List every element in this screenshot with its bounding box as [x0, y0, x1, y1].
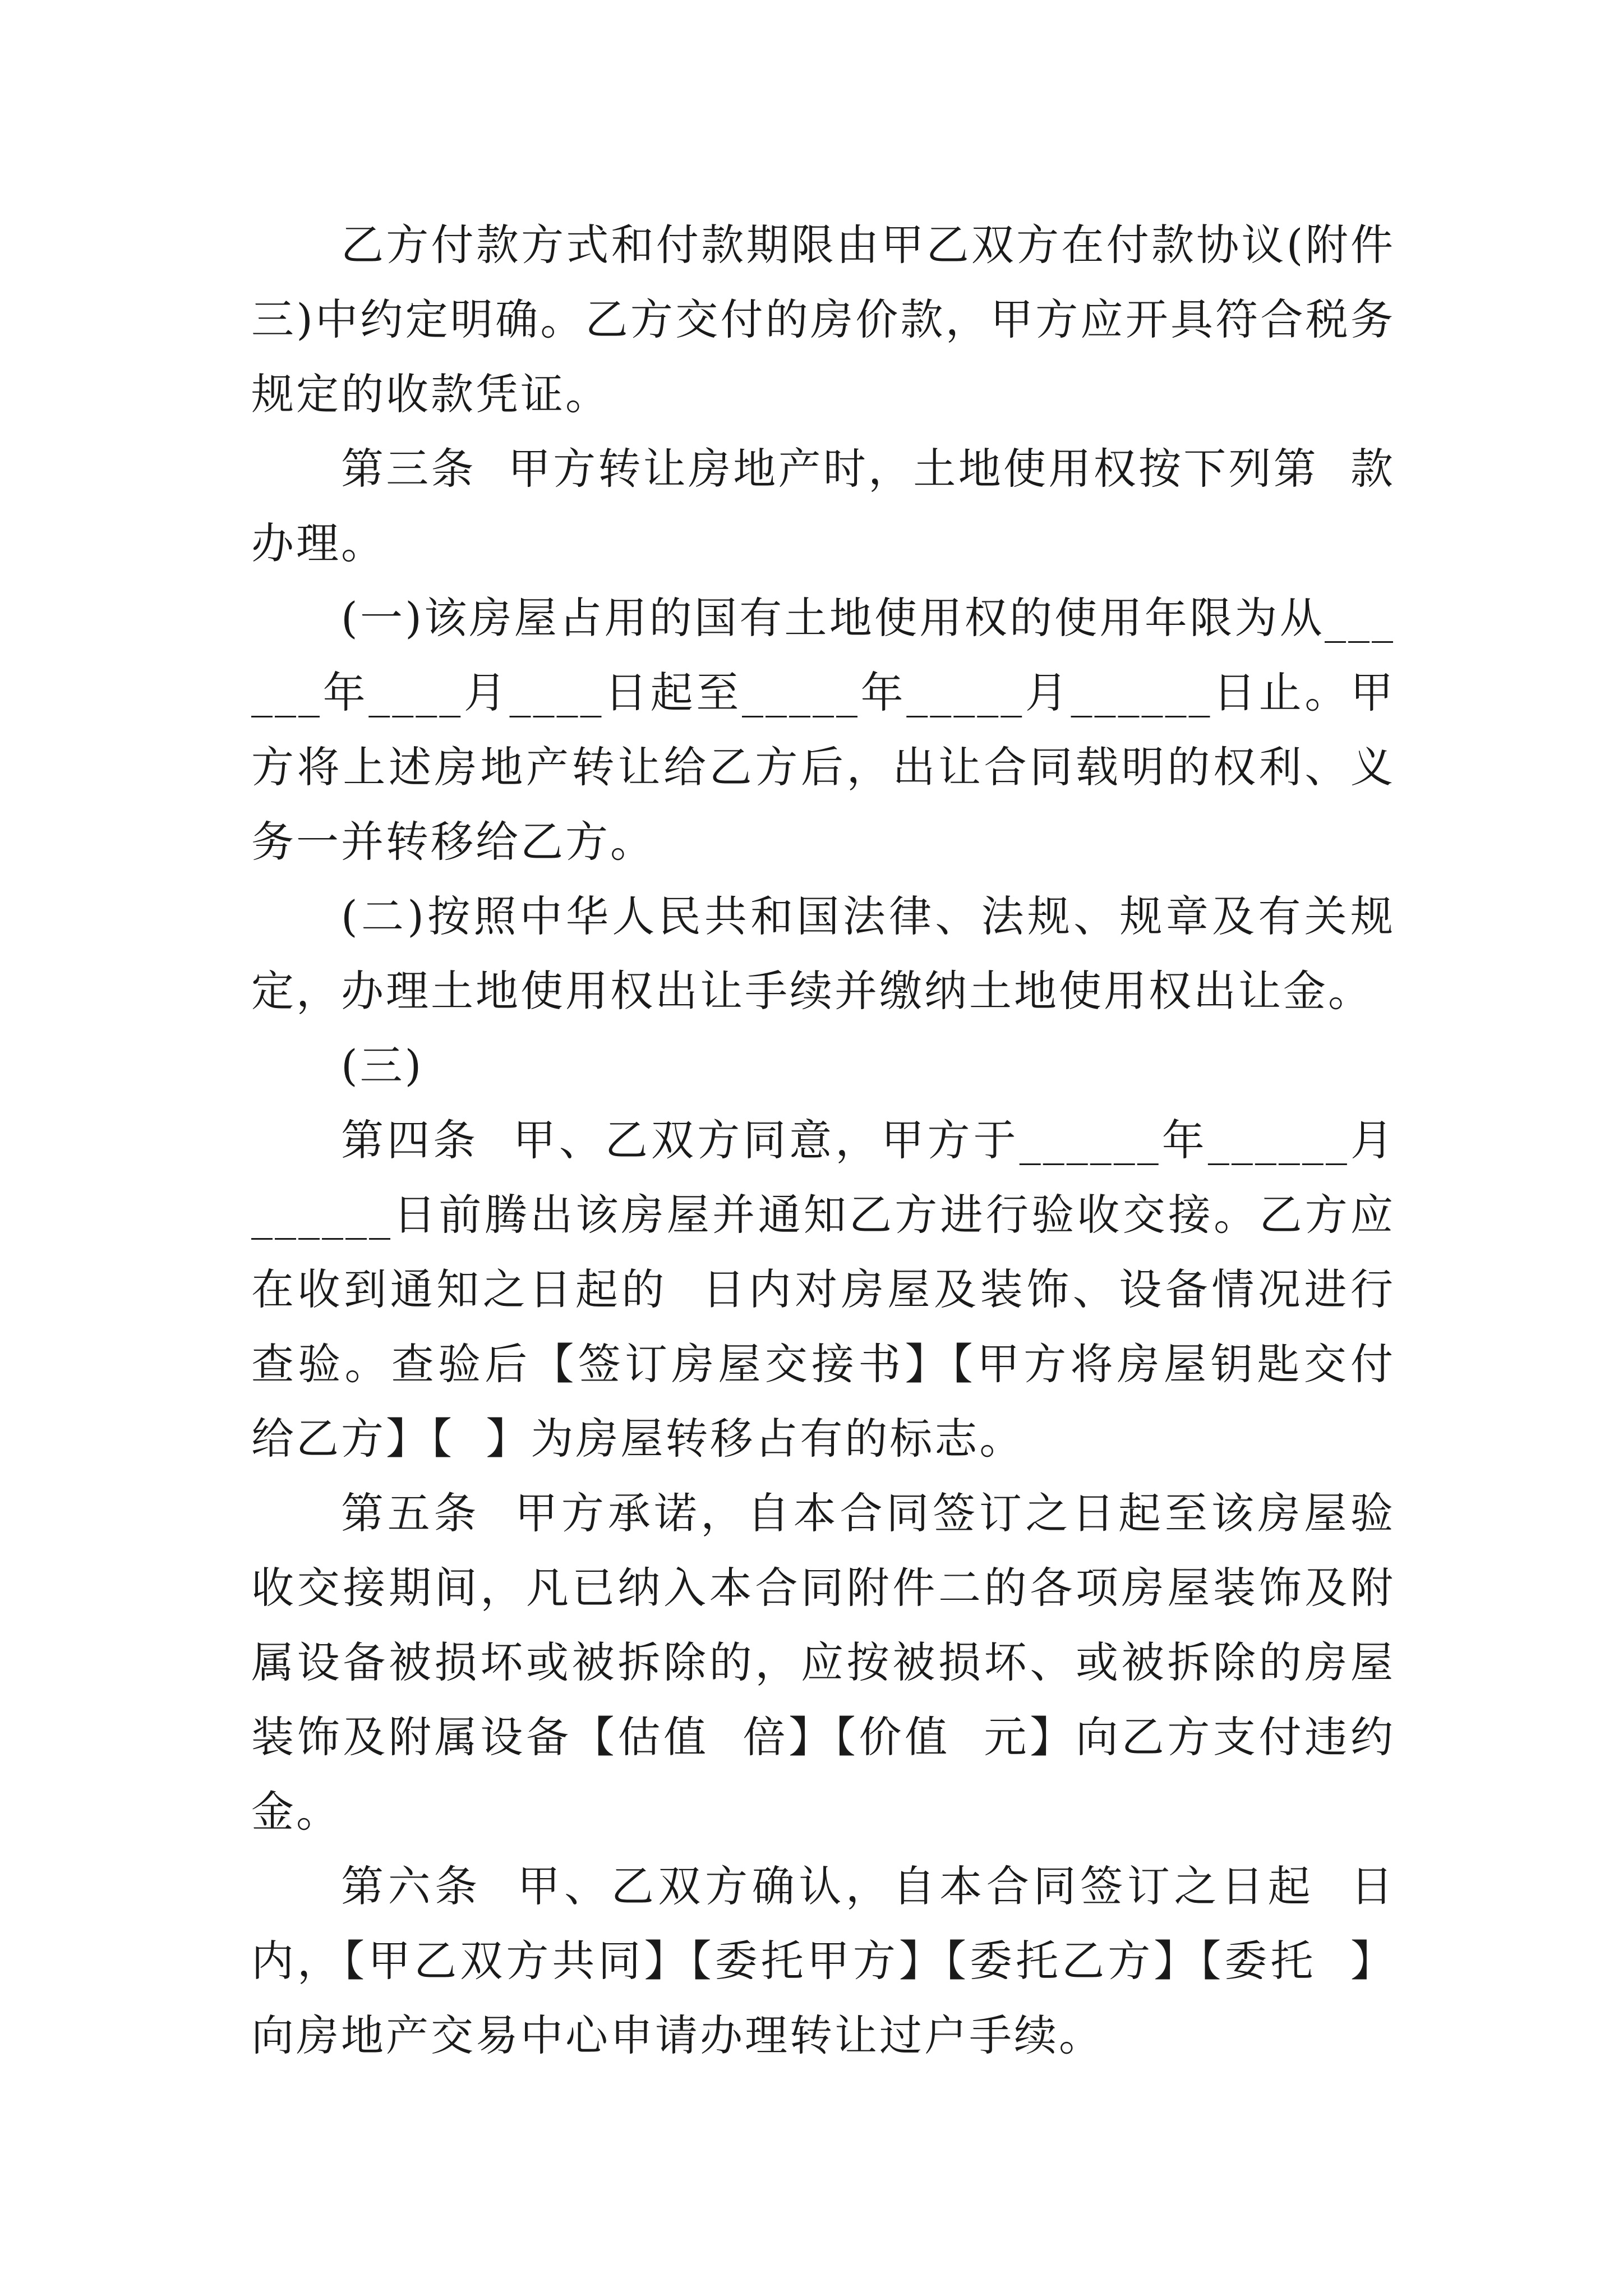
paragraph-article-3-item-3: (三) — [341, 1041, 424, 1091]
paragraph-article-4: 第四条 甲、乙双方同意，甲方于______年______月______日前腾出该房屋并通知乙方进行验收交接。乙方应在收到通知之日起的 日内对房屋及装饰、设备情况进行查验。查验后【签订房屋交接书】【甲方将房屋钥匙交付给乙方】【 】为房屋转移占有的标志。 — [251, 1115, 1395, 1464]
paragraph-article-6: 第六条 甲、乙双方确认，自本合同签订之日起 日内，【甲乙双方共同】【委托甲方】【委托乙方】【委托 】向房地产交易中心申请办理转让过户手续。 — [251, 1861, 1395, 2060]
paragraph-article-5: 第五条 甲方承诺，自本合同签订之日起至该房屋验收交接期间，凡已纳入本合同附件二的各项房屋装饰及附属设备被损坏或被拆除的，应按被损坏、或被拆除的房屋装饰及附属设备【估值 倍】【价值 元】向乙方支付违约金。 — [251, 1488, 1395, 1837]
paragraph-article-3: 第三条 甲方转让房地产时，土地使用权按下列第 款办理。 — [251, 444, 1395, 568]
paragraph-article-3-item-2: (二)按照中华人民共和国法律、法规、规章及有关规定，办理土地使用权出让手续并缴纳土地使用权出让金。 — [251, 891, 1395, 1016]
paragraph-article-3-item-1: (一)该房屋占用的国有土地使用权的使用年限为从______年____月____日起至_____年_____月______日止。甲方将上述房地产转让给乙方后，出让合同载明的权利、义务一并转移给乙方。 — [251, 593, 1395, 867]
paragraph-payment-terms: 乙方付款方式和付款期限由甲乙双方在付款协议(附件三)中约定明确。乙方交付的房价款，甲方应开具符合税务规定的收款凭证。 — [251, 220, 1395, 419]
document-body — [251, 208, 1395, 2073]
